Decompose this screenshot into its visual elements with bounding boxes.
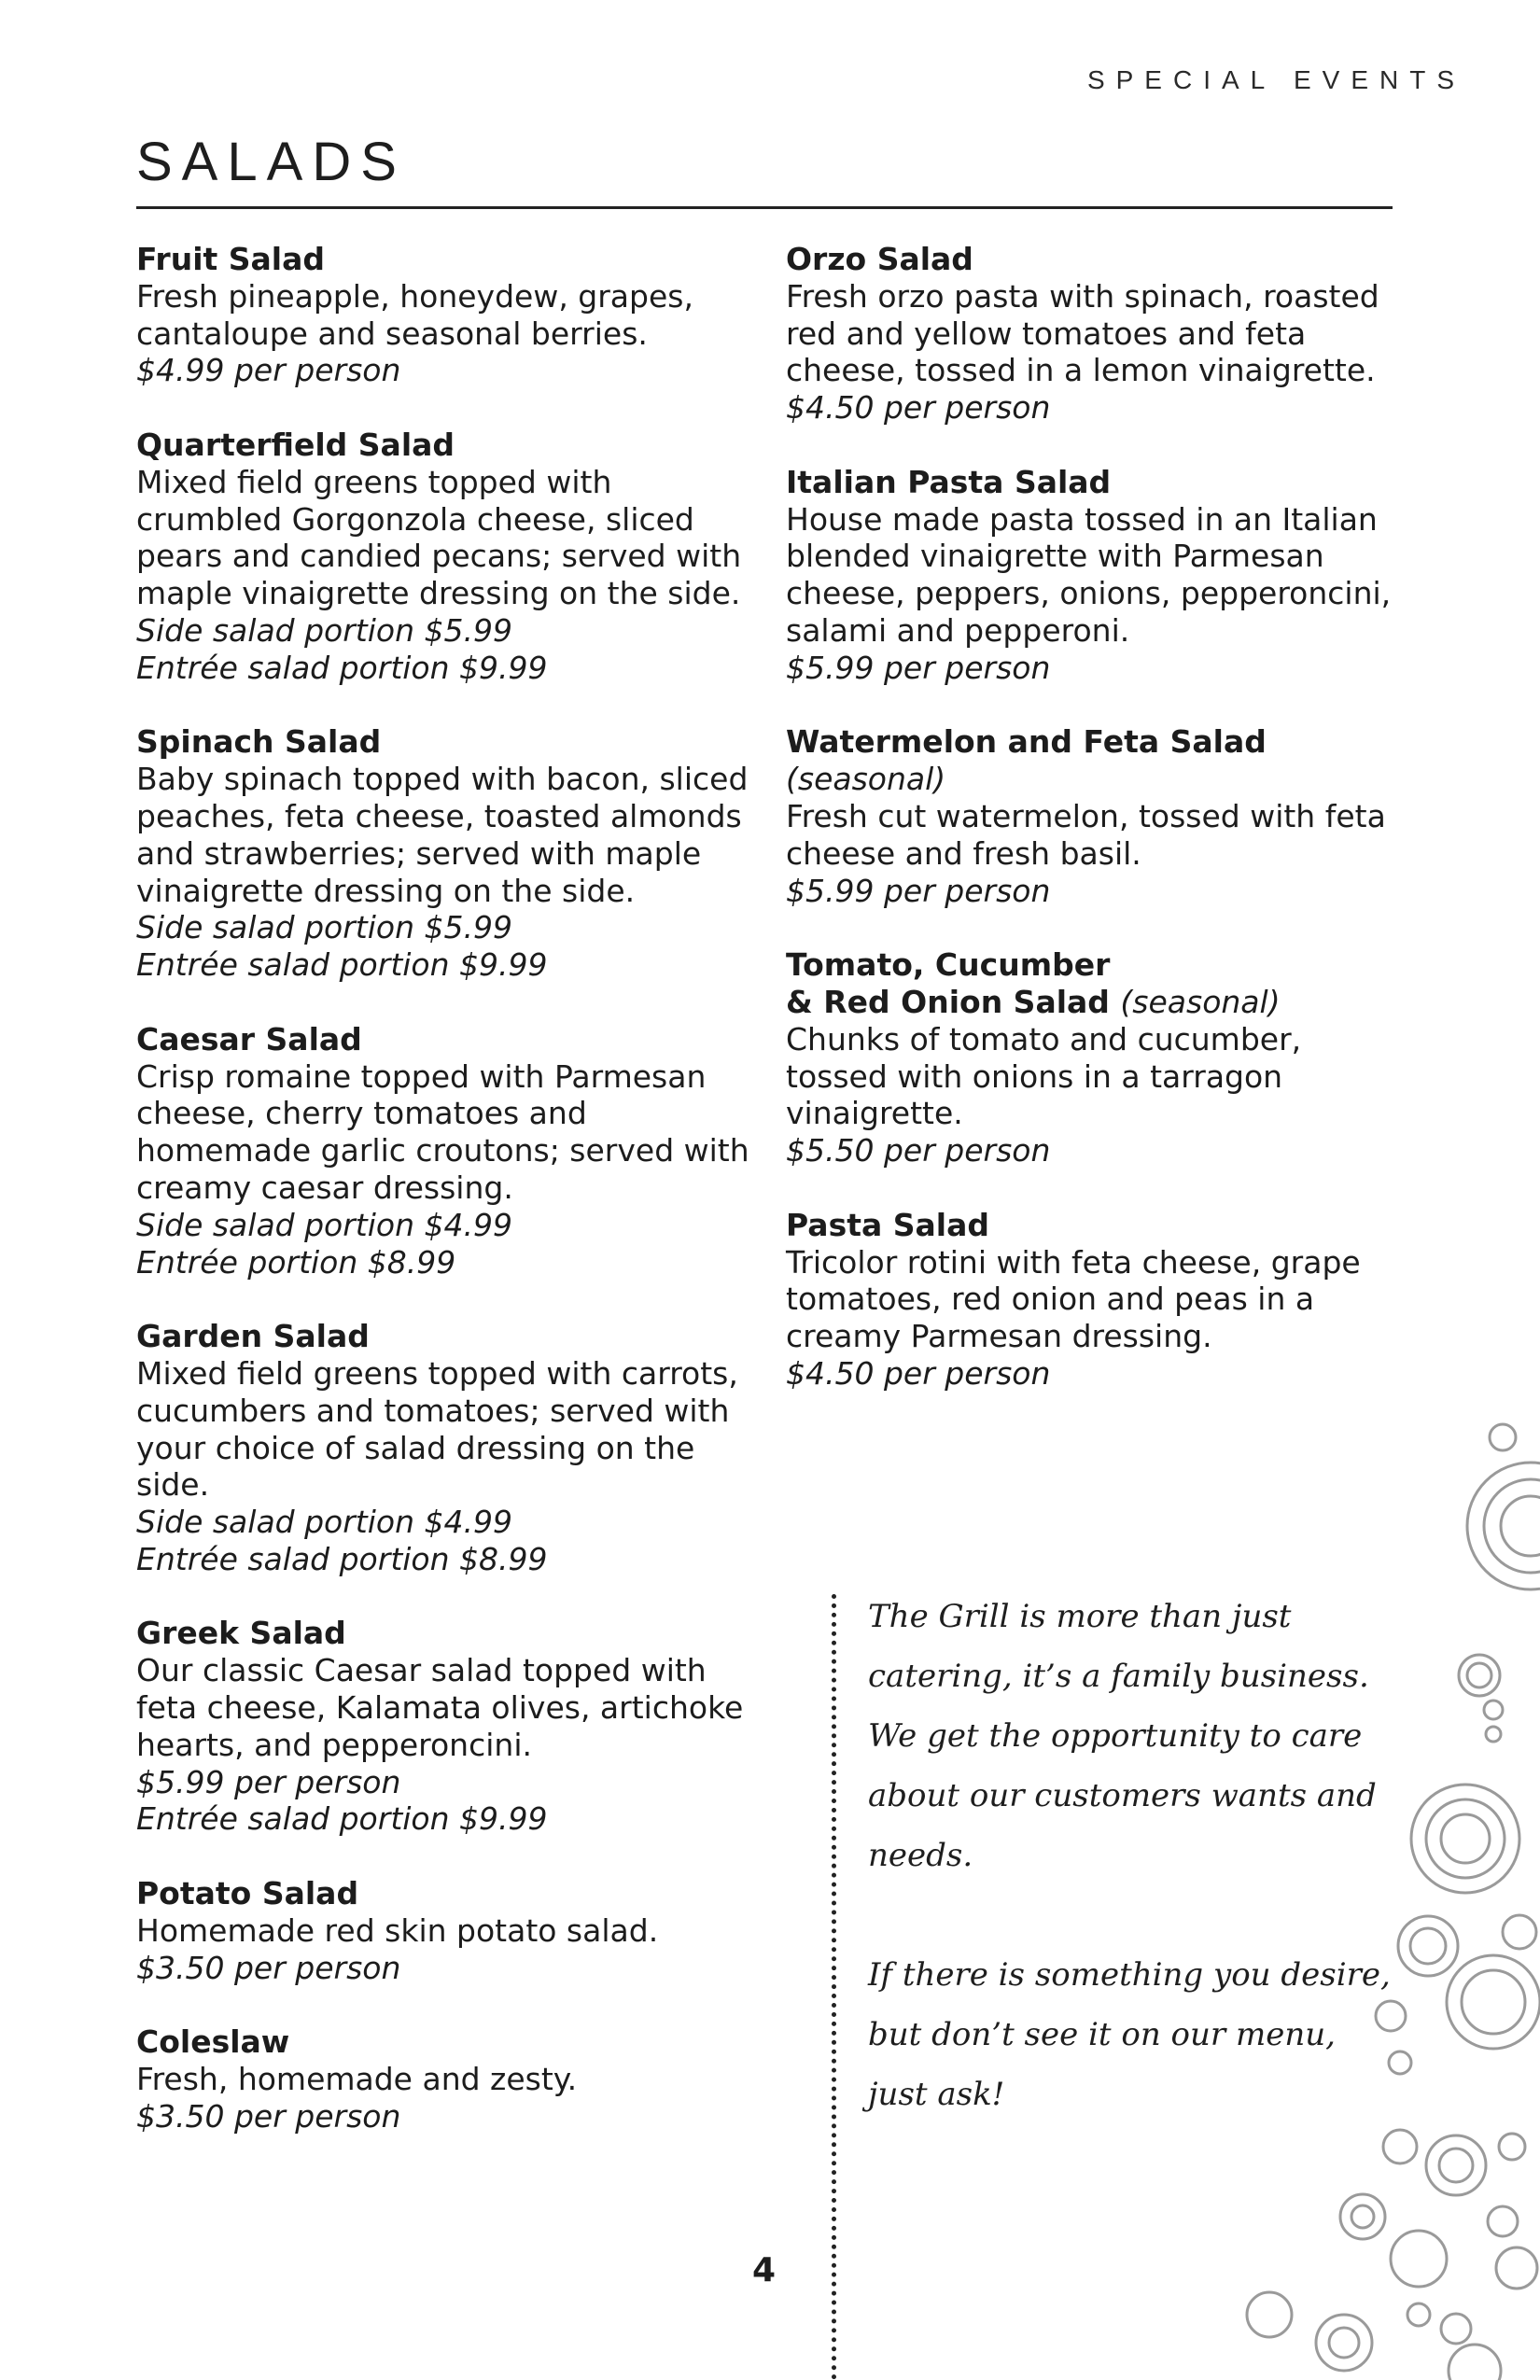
menu-item-price: $4.50 per person	[786, 1354, 1051, 1392]
menu-item-name: Caesar Salad	[136, 1020, 362, 1057]
seasonal-note: (seasonal)	[786, 761, 946, 798]
menu-item-description: Fresh orzo pasta with spinach, roasted red and yellow tomatoes and feta cheese, tossed in a lemon vinaigrette.	[786, 277, 1379, 389]
menu-item-description: Baby spinach topped with bacon, sliced peaches, feta cheese, toasted almonds and strawberries; served with maple vinaigrette dressing on the side.	[136, 761, 749, 909]
menu-item-name: Spinach Salad	[136, 723, 382, 761]
menu-item-price: $4.50 per person	[786, 389, 1051, 427]
seasonal-note: (seasonal)	[1120, 983, 1281, 1020]
menu-item-spinach-salad	[136, 723, 752, 984]
menu-item-orzo-salad	[786, 241, 1402, 427]
menu-item-name: Tomato, Cucumber & Red Onion Salad (seasonal)	[786, 946, 1281, 1020]
menu-item-price: Side salad portion $4.99	[136, 1504, 512, 1541]
menu-item-name: Fruit Salad	[136, 241, 326, 277]
menu-item-garden-salad	[136, 1318, 752, 1578]
menu-item-description: Mixed field greens topped with crumbled Gorgonzola cheese, sliced pears and candied pecans; served with maple vinaigrette dressing on the side.	[136, 463, 742, 612]
menu-item-caesar-salad	[136, 1021, 752, 1281]
menu-item-price: Entrée salad portion $9.99	[136, 1800, 548, 1838]
menu-item-pasta-salad	[786, 1207, 1402, 1393]
menu-item-name: Coleslaw	[136, 2023, 290, 2061]
menu-item-description: Tricolor rotini with feta cheese, grape tomatoes, red onion and peas in a creamy Parmesan dressing.	[786, 1243, 1361, 1355]
menu-item-price: Entrée salad portion $8.99	[136, 1540, 548, 1577]
menu-item-coleslaw	[136, 2023, 752, 2135]
menu-item-price: $5.99 per person	[136, 1763, 401, 1800]
menu-item-name: Quarterfield Salad	[136, 426, 455, 463]
menu-item-price: Entrée portion $8.99	[136, 1243, 456, 1281]
menu-item-price: $5.50 per person	[786, 1132, 1051, 1169]
menu-item-description: Chunks of tomato and cucumber, tossed with onions in a tarragon vinaigrette.	[786, 1020, 1302, 1132]
menu-item-watermelon-and-feta-salad	[786, 723, 1402, 909]
menu-item-name: Potato Salad	[136, 1875, 359, 1912]
menu-item-price: $4.99 per person	[136, 352, 401, 389]
menu-column-right	[786, 241, 1402, 1430]
dotted-divider	[832, 1594, 836, 2380]
menu-item-description: Crisp romaine topped with Parmesan cheese, cherry tomatoes and homemade garlic croutons; served with creamy caesar dressing.	[136, 1057, 749, 1206]
page-number: 4	[752, 2251, 777, 2289]
menu-item-description: Fresh pineapple, honeydew, grapes, cantaloupe and seasonal berries.	[136, 277, 693, 352]
menu-item-price: Entrée salad portion $9.99	[136, 649, 548, 686]
menu-item-description: House made pasta tossed in an Italian blended vinaigrette with Parmesan cheese, peppers, onions, pepperoncini, salami and pepperoni.	[786, 500, 1392, 649]
menu-item-italian-pasta-salad	[786, 464, 1402, 687]
menu-item-description: Mixed field greens topped with carrots, cucumbers and tomatoes; served with your choice of salad dressing on the side.	[136, 1354, 738, 1504]
menu-item-description: Fresh, homemade and zesty.	[136, 2061, 578, 2098]
menu-item-price: Side salad portion $5.99	[136, 611, 512, 649]
menu-item-greek-salad	[136, 1615, 752, 1838]
menu-item-price: $3.50 per person	[136, 1949, 401, 1986]
page-title: SALADS	[136, 132, 406, 192]
menu-item-name: Garden Salad	[136, 1318, 370, 1355]
menu-item-description: Our classic Caesar salad topped with feta cheese, Kalamata olives, artichoke hearts, and pepperoncini.	[136, 1652, 744, 1763]
menu-item-potato-salad	[136, 1875, 752, 1986]
menu-item-name: Greek Salad	[136, 1615, 346, 1652]
section-header-tag: SPECIAL EVENTS	[1086, 65, 1465, 94]
menu-item-fruit-salad	[136, 241, 752, 389]
menu-item-price: Side salad portion $5.99	[136, 909, 512, 946]
quote-paragraph-1: The Grill is more than just catering, it’s a family business. We get the opportunity to care about our customers wants and needs.	[868, 1598, 1377, 1874]
menu-item-name: Pasta Salad	[786, 1206, 989, 1243]
menu-item-price: $5.99 per person	[786, 649, 1051, 686]
menu-item-price: Side salad portion $4.99	[136, 1206, 512, 1243]
menu-item-tomato-cucumber-red-onion-salad	[786, 946, 1402, 1169]
menu-item-price: $5.99 per person	[786, 872, 1051, 909]
menu-item-description: Homemade red skin potato salad.	[136, 1911, 659, 1949]
menu-item-description: Fresh cut watermelon, tossed with feta cheese and fresh basil.	[786, 797, 1386, 872]
menu-item-price: Entrée salad portion $9.99	[136, 946, 548, 984]
menu-item-price: $3.50 per person	[136, 2097, 401, 2135]
menu-item-name: Orzo Salad	[786, 241, 973, 277]
menu-column-left	[136, 241, 752, 2172]
title-underline	[136, 206, 1393, 209]
quote-paragraph-2: If there is something you desire, but don’t see it on our menu, just ask!	[868, 1956, 1391, 2113]
menu-item-name: Watermelon and Feta Salad (seasonal)	[786, 723, 1267, 798]
menu-item-quarterfield-salad	[136, 427, 752, 687]
family-business-quote	[868, 1587, 1391, 2124]
menu-item-name: Italian Pasta Salad	[786, 463, 1112, 500]
